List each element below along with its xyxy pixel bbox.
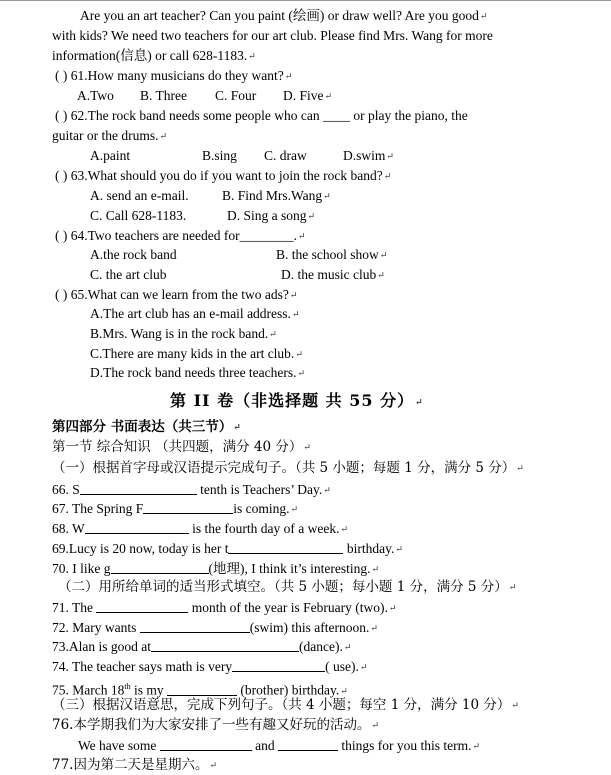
option-63-c: C. Call 628-1183.	[90, 208, 187, 223]
option-64-d: D. the music club↵	[281, 267, 385, 282]
option-63-d: D. Sing a song↵	[227, 208, 316, 223]
paragraph-mark-icon: ↵	[395, 544, 403, 554]
passage-line-3: information(信息) or call 628-1183.↵	[52, 48, 256, 63]
answer-blank[interactable]	[228, 541, 343, 554]
option-65-d: D.The rock band needs three teachers.↵	[90, 365, 306, 380]
paragraph-mark-icon: ↵	[159, 131, 168, 141]
paragraph-mark-icon: ↵	[233, 423, 241, 433]
option-62-d: D.swim↵	[343, 148, 394, 163]
paragraph-mark-icon: ↵	[472, 741, 481, 751]
option-64-c: C. the art club	[90, 267, 167, 282]
question-68: 68. W is the fourth day of a week.↵	[52, 521, 348, 536]
question-65: ( ) 65.What can we learn from the two ads?↵	[55, 287, 298, 302]
answer-blank[interactable]	[278, 738, 338, 751]
option-62-b: B.sing	[202, 148, 237, 163]
paragraph-mark-icon: ↵	[379, 250, 388, 260]
section-title: 第 II 卷（非选择题 共 55 分）↵	[170, 391, 424, 410]
question-76-english: We have some and things for you this term.↵	[78, 738, 481, 753]
question-76: 76.本学期我们为大家安排了一些有趣又好玩的活动。↵	[52, 717, 380, 733]
passage-line-1: Are you an art teacher? Can you paint (绘画) or draw well? Are you good↵	[80, 8, 488, 23]
question-77: 77.因为第二天是星期六。↵	[52, 757, 218, 773]
subsection-3-heading: （三）根据汉语意思，完成下列句子。（共 4 小题；每空 1 分，满分 10 分）↵	[52, 697, 519, 713]
question-70: 70. I like g (地理), I think it’s interesting.↵	[52, 561, 380, 576]
option-65-c: C.There are many kids in the art club.↵	[90, 346, 303, 361]
question-67: 67. The Spring F is coming.↵	[52, 501, 299, 516]
page-top-border	[0, 0, 611, 1]
paragraph-mark-icon: ↵	[359, 662, 368, 672]
answer-blank[interactable]	[167, 683, 237, 696]
question-63: ( ) 63.What should you do if you want to join the rock band?↵	[55, 168, 392, 183]
answer-blank[interactable]	[96, 600, 188, 613]
section-1-heading: 第一节 综合知识 （共四题，满分 40 分）↵	[52, 439, 311, 455]
answer-blank[interactable]	[143, 501, 233, 514]
answer-blank[interactable]	[85, 521, 189, 534]
question-74: 74. The teacher says math is very ( use).↵	[52, 659, 368, 674]
option-65-a: A.The art club has an e-mail address.↵	[90, 306, 300, 321]
paragraph-mark-icon: ↵	[343, 642, 352, 652]
paragraph-mark-icon: ↵	[269, 329, 277, 339]
question-69: 69.Lucy is 20 now, today is her t birthday.↵	[52, 541, 403, 556]
paragraph-mark-icon: ↵	[297, 231, 306, 241]
paragraph-mark-icon: ↵	[388, 603, 397, 613]
question-62-cont: guitar or the drums.↵	[52, 128, 168, 143]
answer-blank[interactable]	[232, 659, 325, 672]
paragraph-mark-icon: ↵	[289, 290, 298, 300]
paragraph-mark-icon: ↵	[340, 524, 348, 534]
option-64-b: B. the school show↵	[276, 247, 388, 262]
paragraph-mark-icon: ↵	[295, 349, 303, 359]
part4-heading: 第四部分 书面表达（共三节）↵	[52, 419, 241, 435]
option-63-b: B. Find Mrs.Wang↵	[222, 188, 331, 203]
subsection-2-heading: （二）用所给单词的适当形式填空。（共 5 小题；每小题 1 分，满分 5 分）↵	[58, 579, 517, 595]
paragraph-mark-icon: ↵	[479, 11, 488, 21]
paragraph-mark-icon: ↵	[248, 51, 256, 61]
option-61-b: B. Three	[140, 88, 187, 103]
answer-blank[interactable]	[160, 738, 252, 751]
subsection-1-heading: （一）根据首字母或汉语提示完成句子。（共 5 小题；每题 1 分，满分 5 分）↵	[52, 460, 524, 476]
paragraph-mark-icon: ↵	[340, 685, 348, 696]
option-61-c: C. Four	[215, 88, 257, 103]
paragraph-mark-icon: ↵	[323, 191, 331, 201]
option-61-a: A.Two	[77, 88, 114, 103]
answer-blank[interactable]	[151, 639, 299, 652]
question-73: 73.Alan is good at (dance).↵	[52, 639, 352, 654]
paragraph-mark-icon: ↵	[303, 443, 311, 453]
question-72: 72. Mary wants (swim) this afternoon.↵	[52, 620, 378, 635]
paragraph-mark-icon: ↵	[508, 583, 517, 593]
paragraph-mark-icon: ↵	[370, 623, 378, 633]
paragraph-mark-icon: ↵	[371, 721, 380, 731]
option-63-a: A. send an e-mail.	[90, 188, 189, 203]
paragraph-mark-icon: ↵	[307, 211, 316, 221]
passage-line-2: with kids? We need two teachers for our art club. Please find Mrs. Wang for more	[52, 28, 493, 43]
paragraph-mark-icon: ↵	[291, 309, 300, 319]
paragraph-mark-icon: ↵	[415, 398, 424, 408]
option-61-d: D. Five↵	[283, 88, 333, 103]
answer-blank[interactable]	[80, 482, 197, 495]
paragraph-mark-icon: ↵	[324, 91, 333, 101]
paragraph-mark-icon: ↵	[386, 151, 394, 161]
option-62-c: C. draw	[264, 148, 307, 163]
paragraph-mark-icon: ↵	[383, 171, 392, 181]
paragraph-mark-icon: ↵	[511, 701, 519, 711]
answer-blank[interactable]	[111, 561, 209, 574]
question-62: ( ) 62.The rock band needs some people who can ____ or play the piano, the	[55, 108, 468, 123]
paragraph-mark-icon: ↵	[516, 464, 524, 474]
option-64-a: A.the rock band	[90, 247, 177, 262]
question-71: 71. The month of the year is February (two).↵	[52, 600, 397, 615]
paragraph-mark-icon: ↵	[323, 485, 331, 495]
paragraph-mark-icon: ↵	[284, 71, 293, 81]
paragraph-mark-icon: ↵	[290, 504, 299, 514]
question-64: ( ) 64.Two teachers are needed for________.↵	[55, 228, 306, 243]
paragraph-mark-icon: ↵	[371, 564, 380, 574]
paragraph-mark-icon: ↵	[297, 368, 306, 378]
question-75: 75. March 18th is my (brother) birthday.↵	[52, 682, 348, 698]
option-62-a: A.paint	[90, 148, 131, 163]
question-66: 66. S tenth is Teachers’ Day.↵	[52, 482, 331, 497]
question-61: ( ) 61.How many musicians do they want?↵	[55, 68, 293, 83]
answer-blank[interactable]	[140, 620, 250, 633]
paragraph-mark-icon: ↵	[377, 270, 385, 280]
option-65-b: B.Mrs. Wang is in the rock band.↵	[90, 326, 277, 341]
paragraph-mark-icon: ↵	[209, 761, 218, 771]
